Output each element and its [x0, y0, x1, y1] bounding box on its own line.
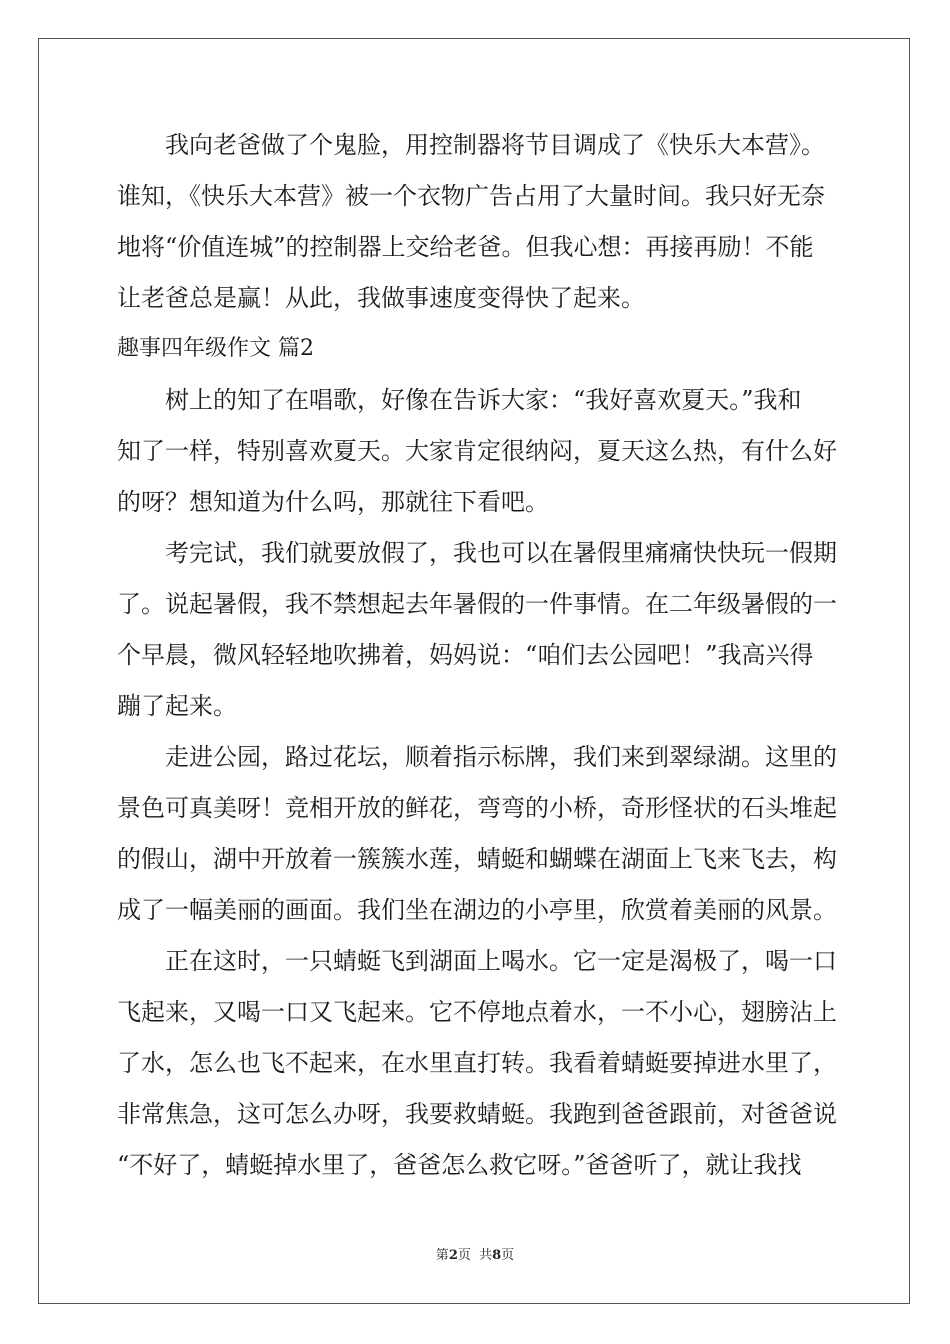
text-line: 考完试，我们就要放假了，我也可以在暑假里痛痛快快玩一假期 [165, 539, 837, 567]
text-line: 成了一幅美丽的画面。我们坐在湖边的小亭里，欣赏着美丽的风景。 [117, 896, 837, 924]
text-line: 个早晨，微风轻轻地吹拂着，妈妈说：“咱们去公园吧！”我高兴得 [117, 641, 814, 669]
text-line: 的呀？想知道为什么吗，那就往下看吧。 [117, 488, 549, 516]
text-line: 地将“价值连城”的控制器上交给老爸。但我心想：再接再励！不能 [117, 233, 814, 261]
text-line: 的假山，湖中开放着一簇簇水莲，蜻蜓和蝴蝶在湖面上飞来飞去，构 [117, 845, 837, 873]
text-line: 蹦了起来。 [117, 692, 237, 720]
text-line: “不好了，蜻蜓掉水里了，爸爸怎么救它呀。”爸爸听了，就让我找 [117, 1151, 802, 1179]
text-line: 了。说起暑假，我不禁想起去年暑假的一件事情。在二年级暑假的一 [117, 590, 837, 618]
text-line: 非常焦急，这可怎么办呀，我要救蜻蜓。我跑到爸爸跟前，对爸爸说 [117, 1100, 837, 1128]
page-footer [0, 1244, 950, 1263]
current-page-number: 2 [448, 1248, 458, 1263]
text-line: 景色可真美呀！竞相开放的鲜花，弯弯的小桥，奇形怪状的石头堆起 [117, 794, 837, 822]
total-pages-number: 8 [492, 1248, 502, 1263]
text-line: 了水，怎么也飞不起来，在水里直打转。我看着蜻蜓要掉进水里了， [117, 1049, 837, 1077]
text-line: 让老爸总是赢！从此，我做事速度变得快了起来。 [117, 284, 645, 312]
page-label-prefix: 第 [435, 1248, 449, 1263]
page-label-suffix: 页 [501, 1248, 515, 1263]
text-line: 知了一样，特别喜欢夏天。大家肯定很纳闷，夏天这么热，有什么好 [117, 437, 837, 465]
text-line: 飞起来，又喝一口又飞起来。它不停地点着水，一不小心，翅膀沾上 [117, 998, 837, 1026]
text-line: 正在这时，一只蜻蜓飞到湖面上喝水。它一定是渴极了，喝一口 [165, 947, 837, 975]
section-heading: 趣事四年级作文 篇2 [117, 336, 314, 361]
text-line: 走进公园，路过花坛，顺着指示标牌，我们来到翠绿湖。这里的 [165, 743, 837, 771]
page-label-mid: 页 共 [457, 1248, 493, 1263]
text-line: 我向老爸做了个鬼脸，用控制器将节目调成了《快乐大本营》。 [165, 131, 825, 159]
text-line: 树上的知了在唱歌，好像在告诉大家：“我好喜欢夏天。”我和 [165, 386, 802, 414]
text-line: 谁知，《快乐大本营》被一个衣物广告占用了大量时间。我只好无奈 [117, 182, 825, 210]
